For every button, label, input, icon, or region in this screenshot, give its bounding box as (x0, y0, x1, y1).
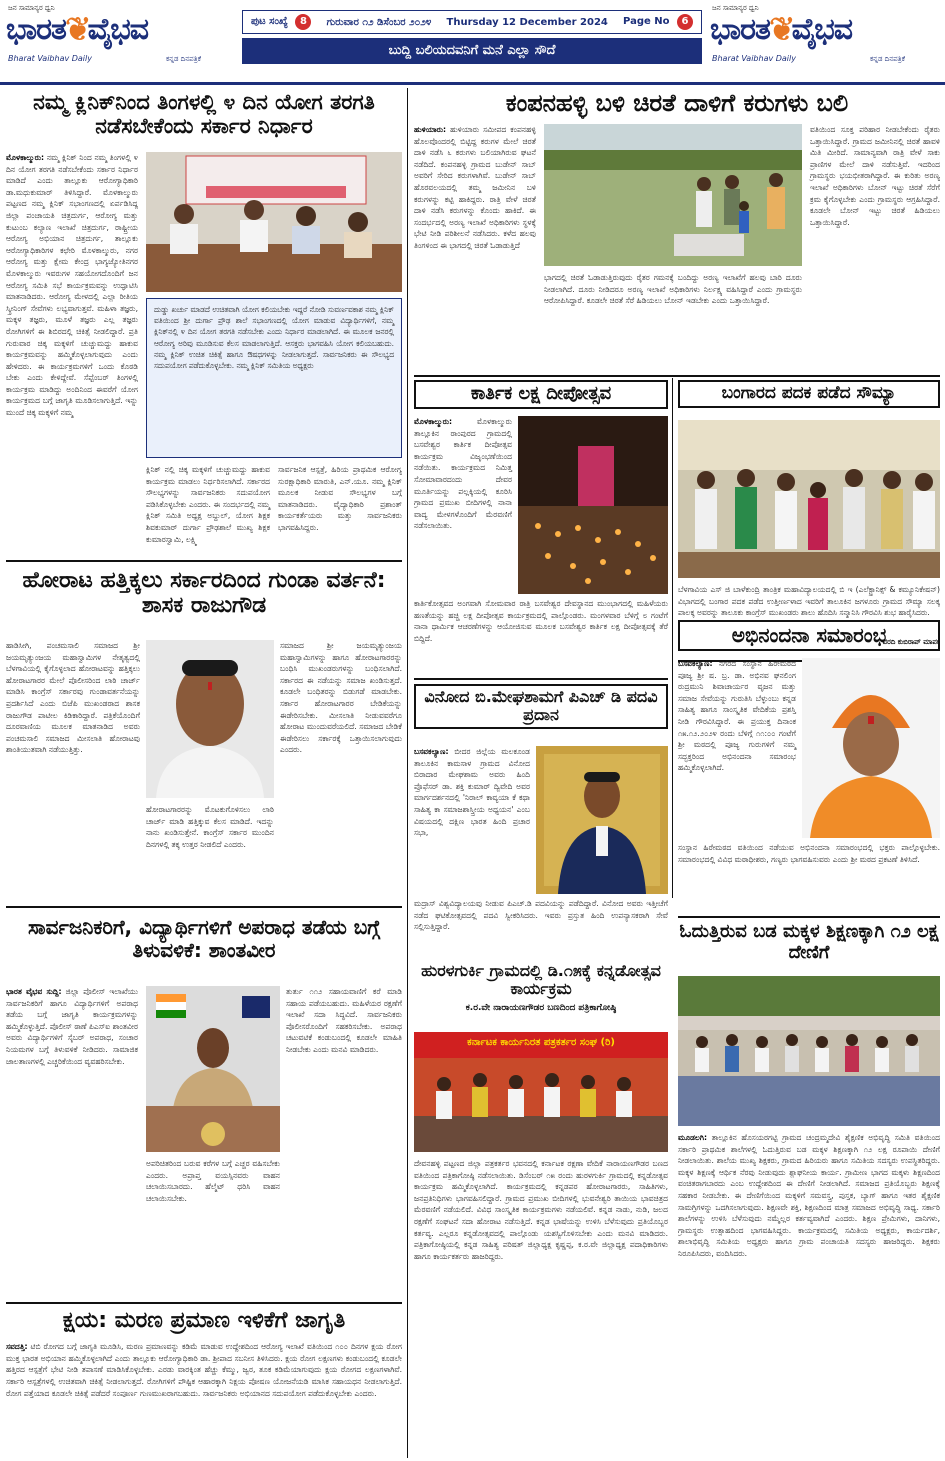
section-divider (6, 1302, 402, 1304)
banner-text: ಕರ್ನಾಟಕ ಕಾರ್ಯನಿರತ ಪತ್ರಕರ್ತರ ಸಂಘ (ರಿ) (467, 1037, 615, 1048)
article-body-col: ಮೊಳಕಾಲ್ಮುರು: ಮೊಳಕಾಲ್ಮುರು ತಾಲ್ಲೂಕಿನ ರಾಂಪುರದ ಗ್ರಾಮದಲ್ಲಿ ಬಸವೇಶ್ವರ ಕಾರ್ತಿಕ ದೀಪೋತ್ಸವ ಕಾರ್ಯಕ್ರಮ ವಿಜೃಂಭಣೆಯಿಂದ ನಡೆಯಿತು. ಕಾರ್ಯಕ್ರಮದ ನಿಮಿತ್ತ ಸೋಮಾವಾರದಂದು ದೇವರ ಮೂರ್ತಿಯನ್ನು ಪಲ್ಲಕ್ಕಿಯಲ್ಲಿ ಕೂರಿಸಿ ಗ್ರಾಮದ ಪ್ರಮುಖ ಬೀದಿಗಳಲ್ಲಿ ನಾನಾ ವಾದ್ಯ ಮೇಳಗಳೊಂದಿಗೆ ಮೆರವಣಿಗೆ ನಡೆಸಲಾಯಿತು. (414, 417, 512, 531)
article-body-col: ಹಾಡಿಸೀಗಿ, ಪಂಚಮಸಾಲಿ ಸಮಾಜದ ಶ್ರೀ ಜಯಮೃತ್ಯುಂಜಯ ಮಹಾಸ್ವಾಮಿಗಳ ನೇತೃತ್ವದಲ್ಲಿ ಬೆಳಗಾವಿಯಲ್ಲಿ ಕೈಗೊಳ್ಳಲಾದ ಹೋರಾಟವನ್ನು ಹತ್ತಿಕ್ಕಲು ಹೋರಾಟಗಾರರ ಮೇಲೆ ಪೊಲೀಸರಿಂದ ಲಾಠಿ ಚಾರ್ಜ್ ಮಾಡಿಸಿ ಕಾಂಗ್ರೆಸ್ ಸರ್ಕಾರವು ಗುಂಡಾವರ್ತನೆಯನ್ನು ಪ್ರದರ್ಶಿಸಿದೆ ಎಂದು ಬಿಜೆಪಿ ಮುಖಂಡರಾದ ಶಾಸಕ ರಾಜುಗೌಡ ಪಾಟೀಲ ಕಿಡಿಕಾರಿದ್ದಾರೆ. ಪತ್ರಿಕೆಯೊಂದಿಗೆ ದೂರವಾಣಿಯ ಮೂಲಕ ಮಾತನಾಡಿದ ಅವರು ಪಂಚಮಸಾಲಿ ಸಮಾಜದ ಮೀಸಲಾತಿ ಹೋರಾಟವು ಶಾಂತಿಯುತವಾಗಿ ನಡೆಯುತ್ತಿತ್ತು. (6, 641, 140, 755)
article-body-full: ಮೂಡಲಗಿ: ತಾಲ್ಲೂಕಿನ ಹೊಸಯರಗಟ್ಟಿ ಗ್ರಾಮದ ಚಂದ್ರಮ್ಮದೇವಿ ಶೈಕ್ಷಣಿಕ ಅಭಿವೃದ್ಧಿ ಸಮಿತಿ ವತಿಯಿಂದ ಸರ್ಕಾರಿ ಪ್ರಾಥಮಿಕ ಶಾಲೆಗಳಲ್ಲಿ ಓದುತ್ತಿರುವ ಬಡ ಮಕ್ಕಳ ಶಿಕ್ಷಣಕ್ಕಾಗಿ ೧೨ ಲಕ್ಷ ರೂಪಾಯಿ ದೇಣಿಗೆ ನೀಡಲಾಯಿತು. ಶಾಲೆಯ ಮುಖ್ಯ ಶಿಕ್ಷಕರು, ಗ್ರಾಮದ ಹಿರಿಯರು ಹಾಗೂ ಸಮಿತಿಯ ಸದಸ್ಯರು ಉಪಸ್ಥಿತರಿದ್ದರು. ಮಕ್ಕಳ ಶಿಕ್ಷಣಕ್ಕೆ ಆರ್ಥಿಕ ನೆರವು ನೀಡುವುದು ಶ್ಲಾಘನೀಯ ಕಾರ್ಯ. ಗ್ರಾಮೀಣ ಭಾಗದ ಮಕ್ಕಳು ಶಿಕ್ಷಣದಿಂದ ವಂಚಿತರಾಗಬಾರದು ಎಂಬ ಉದ್ದೇಶದಿಂದ ಈ ದೇಣಿಗೆ ನೀಡಲಾಗಿದೆ. ಸಮಾಜದ ಪ್ರತಿಯೊಬ್ಬರು ಶಿಕ್ಷಣಕ್ಕೆ ಸಹಕಾರ ನೀಡಬೇಕು. ಈ ದೇಣಿಗೆಯಿಂದ ಮಕ್ಕಳಿಗೆ ಸಮವಸ್ತ್ರ, ಪುಸ್ತಕ, ಬ್ಯಾಗ್ ಹಾಗೂ ಇತರ ಶೈಕ್ಷಣಿಕ ಸಾಮಗ್ರಿಗಳನ್ನು ಒದಗಿಸಲಾಗುವುದು. ಶಿಕ್ಷಣವೇ ಶಕ್ತಿ, ಶಿಕ್ಷಣದಿಂದ ಮಾತ್ರ ಸಮಾಜದ ಅಭಿವೃದ್ಧಿ ಸಾಧ್ಯ. ಸರ್ಕಾರಿ ಶಾಲೆಗಳನ್ನು ಉಳಿಸಿ ಬೆಳೆಸುವುದು ನಮ್ಮೆಲ್ಲರ ಕರ್ತವ್ಯವಾಗಿದೆ ಎಂದರು. ಶಿಕ್ಷಣ ಪ್ರೇಮಿಗಳು, ದಾನಿಗಳು, ಗ್ರಾಮಸ್ಥರು ಉತ್ಸಾಹದಿಂದ ಭಾಗವಹಿಸಿದ್ದರು. ಕಾರ್ಯಕ್ರಮದಲ್ಲಿ ಸಮಿತಿಯ ಅಧ್ಯಕ್ಷರು, ಕಾರ್ಯದರ್ಶಿ, ಶಾಲಾಭಿವೃದ್ಧಿ ಸಮಿತಿಯ ಅಧ್ಯಕ್ಷರು ಹಾಗೂ ಗ್ರಾಮ ಪಂಚಾಯತಿ ಸದಸ್ಯರು ಹಾಜರಿದ್ದರು. ಶಿಕ್ಷಕರು ನಿರೂಪಿಸಿದರು, ವಂದಿಸಿದರು. (678, 1133, 940, 1258)
lamps-photo (518, 416, 668, 594)
mla-portrait-photo (146, 640, 274, 798)
headline: ಕಂಪನಹಳ್ಳಿ ಬಳಿ ಚಿರತೆ ದಾಳಿಗೆ ಕರುಗಳು ಬಲಿ (505, 89, 849, 117)
section-divider (414, 678, 668, 680)
masthead (0, 0, 945, 82)
headline: ಕ್ಷಯ: ಮರಣ ಪ್ರಮಾಣ ಇಳಿಕೆಗೆ ಜಾಗೃತಿ (62, 1308, 346, 1333)
article-shantaveer[interactable] (6, 912, 402, 1302)
logo-tagline: ಜನ ಸಾಮಾನ್ಯರ ಧ್ವನಿ (712, 4, 759, 12)
article-soumya[interactable] (678, 380, 940, 654)
headline: ಓದುತ್ತಿರುವ ಬಡ ಮಕ್ಕಳ ಶಿಕ್ಷಣಕ್ಕಾಗಿ ೧೨ ಲಕ್ಷ ದೇಣಿಗೆ (679, 922, 939, 963)
bird-emblem-icon: ❦ (769, 12, 792, 47)
logo-subtitle: ಕನ್ನಡ ದಿನಪತ್ರಿಕೆ (166, 55, 202, 63)
article-leopard[interactable] (414, 88, 940, 372)
meeting-photo (146, 152, 402, 292)
press-meet-photo (414, 1032, 668, 1152)
section-divider (6, 906, 402, 908)
date-info-bar (242, 10, 702, 34)
headline: ಹುರಳಗುರ್ಕಿ ಗ್ರಾಮದಲ್ಲಿ ಡಿ.೧೫ಕ್ಕೆ ಕನ್ನಡೋತ್ಸವ ಕಾರ್ಯಕ್ರಮ (421, 962, 661, 999)
article-body-col: ಬಸವಕಲ್ಯಾಣ: ನಗರದ ಸಂಸ್ಥಾನ ಹಿರೇಮಠದ ಪೂಜ್ಯ ಶ್ರೀ ಷ. ಬ್ರ. ಡಾ. ಅಭಿನವ ಘನಲಿಂಗ ರುದ್ರಮುನಿ ಶಿವಾಚಾರ್ಯರ ವೃಜನ ಮತ್ತು ಸಮಾಜ ಸೇವೆಯನ್ನು ಗುರುತಿಸಿ ಬೆಳ್ಳುಂಬು ಕನ್ನಡ ಸಾಹಿತ್ಯ ಹಾಗೂ ಸಾಂಸ್ಕೃತಿಕ ವೇದಿಕೆಯ ಪ್ರಶಸ್ತಿ ನೀಡಿ ಗೌರವಿಸಿದ್ದಾರೆ. ಈ ಪ್ರಯುಕ್ತ ದಿನಾಂಕ ೧೫.೧೨.೨೦೨೪ ರಂದು ಬೆಳಿಗ್ಗೆ ೧೧:೦೦ ಗಂಟೆಗೆ ಶ್ರೀ ಮಠದಲ್ಲಿ ಪೂಜ್ಯ ಗುರುಗಳಿಗೆ ನಮ್ಮ ಸದ್ಭಕ್ತರಿಂದ ಅಭಿನಂದನಾ ಸಮಾರಂಭ ಹಮ್ಮಿಕೊಳ್ಳಲಾಗಿದೆ. (678, 659, 796, 773)
article-body-full: ಸವದತ್ತಿ: ಟಿಬಿ ರೋಗದ ಬಗ್ಗೆ ಜಾಗೃತಿ ಮೂಡಿಸಿ, ಮರಣ ಪ್ರಮಾಣವನ್ನು ಕಡಿಮೆ ಮಾಡುವ ಉದ್ದೇಶದಿಂದ ಆರೋಗ್ಯ ಇಲಾಖೆ ವತಿಯಿಂದ ೧೦೦ ದಿನಗಳ ಕ್ಷಯ ರೋಗ ಮುಕ್ತ ಭಾರತ ಅಭಿಯಾನ ಹಮ್ಮಿಕೊಳ್ಳಲಾಗಿದೆ ಎಂದು ತಾಲ್ಲೂಕು ಆರೋಗ್ಯಾಧಿಕಾರಿ ಡಾ. ಶ್ರೀಪಾದ ಸಬನೀಸ ತಿಳಿಸಿದರು. ಕ್ಷಯ ರೋಗ ಲಕ್ಷಣಗಳು ಕಂಡುಬಂದಲ್ಲಿ ಕೂಡಲೇ ಹತ್ತಿರದ ಆಸ್ಪತ್ರೆಗೆ ಭೇಟಿ ನೀಡಿ ತಪಾಸಣೆ ಮಾಡಿಸಿಕೊಳ್ಳಬೇಕು. ಎರಡು ವಾರಕ್ಕಿಂತ ಹೆಚ್ಚು ಕೆಮ್ಮು, ಜ್ವರ, ತೂಕ ಕಡಿಮೆಯಾಗುವುದು ಕ್ಷಯ ರೋಗದ ಲಕ್ಷಣಗಳಾಗಿವೆ. ಸರ್ಕಾರಿ ಆಸ್ಪತ್ರೆಗಳಲ್ಲಿ ಉಚಿತವಾಗಿ ಚಿಕಿತ್ಸೆ ನೀಡಲಾಗುತ್ತದೆ. ರೋಗಿಗಳಿಗೆ ಪೌಷ್ಟಿಕ ಆಹಾರಕ್ಕಾಗಿ ನಿಕ್ಷಯ ಪೋಷಣ ಯೋಜನೆಯಡಿ ಮಾಸಿಕ ಸಹಾಯಧನ ನೀಡಲಾಗುತ್ತಿದೆ. ರೋಗ ಪತ್ತೆಯಾದ ಕೂಡಲೇ ಚಿಕಿತ್ಸೆ ಪಡೆದರೆ ಸಂಪೂರ್ಣ ಗುಣಮುಖರಾಗಬಹುದು. ಸಾರ್ವಜನಿಕರು ಅಭಿಯಾನದ ಸದುಪಯೋಗ ಪಡೆದುಕೊಳ್ಳಬೇಕು ಎಂದರು. (6, 1342, 402, 1398)
article-body-col: ಸಮಾಜದ ಶ್ರೀ ಜಯಮೃತ್ಯುಂಜಯ ಮಹಾಸ್ವಾಮಿಗಳನ್ನು ಹಾಗೂ ಹೋರಾಟಗಾರರನ್ನು ಬಂಧಿಸಿ ಮುಖಂಡರುಗಳನ್ನು ಬಂಧಿಸಲಾಗಿದೆ. ಸರ್ಕಾರದ ಈ ನಡೆಯನ್ನು ಸಮಾಜ ಖಂಡಿಸುತ್ತದೆ. ಕೂಡಲೇ ಬಂಧಿತರನ್ನು ಬಿಡುಗಡೆ ಮಾಡಬೇಕು. ಸರ್ಕಾರ ಹೋರಾಟಗಾರರ ಬೇಡಿಕೆಯನ್ನು ಈಡೇರಿಸಬೇಕು. ಮೀಸಲಾತಿ ನೀಡುವವರೆಗೂ ಹೋರಾಟ ಮುಂದುವರೆಯಲಿದೆ. ಸಮಾಜದ ಬೇಡಿಕೆ ಈಡೇರಿಸಲು ಸರ್ಕಾರಕ್ಕೆ ಒತ್ತಾಯಿಸಲಾಗುವುದು ಎಂದರು. (280, 641, 402, 755)
column-divider (407, 88, 408, 1458)
article-body-col: ತುರ್ತು ೧೧೨ ಸಹಾಯವಾಣಿಗೆ ಕರೆ ಮಾಡಿ ಸಹಾಯ ಪಡೆಯಬಹುದು. ಮಹಿಳೆಯರ ರಕ್ಷಣೆಗೆ ಇಲಾಖೆ ಸದಾ ಸಿದ್ಧವಿದೆ. ಸಾರ್ವಜನಿಕರು ಪೊಲೀಸರೊಂದಿಗೆ ಸಹಕರಿಸಬೇಕು. ಅಪರಾಧ ಚಟುವಟಿಕೆ ಕಂಡುಬಂದಲ್ಲಿ ಕೂಡಲೇ ಮಾಹಿತಿ ನೀಡಬೇಕು ಎಂದು ಮನವಿ ಮಾಡಿದರು. (286, 987, 402, 1054)
article-body-full: ಸಂಸ್ಥಾನ ಹಿರೇಮಠದ ವತಿಯಿಂದ ನಡೆಯುವ ಅಭಿನಂದನಾ ಸಮಾರಂಭದಲ್ಲಿ ಭಕ್ತರು ಪಾಲ್ಗೊಳ್ಳಬೇಕು. ಸಮಾರಂಭದಲ್ಲಿ ವಿವಿಧ ಮಠಾಧೀಶರು, ಗಣ್ಯರು ಭಾಗವಹಿಸುವರು ಎಂದು ಶ್ರೀ ಮಠದ ಪ್ರಕಟಣೆ ತಿಳಿಸಿದೆ. (678, 843, 940, 864)
kannada-date: ಗುರುವಾರ ೧೨ ಡಿಸೆಂಬರ ೨೦೨೪ (326, 16, 432, 28)
field-photo (544, 124, 802, 266)
article-deepotsava[interactable] (414, 380, 668, 676)
article-body-full: ಬೆಳಗಾವಿಯ ಎಸ್ ಜಿ ಬಾಳೆಕುಂದ್ರಿ ತಾಂತ್ರಿಕ ಮಹಾವಿದ್ಯಾಲಯದಲ್ಲಿ ಬಿ ಇ (ಎಲೆಕ್ಟ್ರಾನಿಕ್ಸ್ & ಕಮ್ಯೂನಿಕೇಷನ್) ವಿಭಾಗದಲ್ಲಿ ಬಂಗಾರ ಪದಕ ಪಡೆದ ಉತ್ತೀರ್ಣಳಾದ ಇವರಿಗೆ ತಾಲೂಕಿನ ಜಗಳೂರು ಗ್ರಾಮದ ಸೌಮ್ಯಾ ಸಲಕ್ಕ ಪಾಲಕ್ಕ ಅವರನ್ನು ತಾಲೂಕು ಕಾಂಗ್ರೆಸ್ ಮುಖಂಡರು ಶಾಲು ಹೊದಿಸಿ ಸನ್ಮಾನಿಸಿ ಗೌರವಿಸಿ ಶುಭ ಹಾರೈಸಿದರು. (678, 585, 940, 618)
article-body-full: ಮದ್ರಾಸ್ ವಿಶ್ವವಿದ್ಯಾಲಯವು ನೀಡುವ ಪಿಎಚ್.ಡಿ ಪದವಿಯನ್ನು ಪಡೆದಿದ್ದಾರೆ. ವಿನೋದ ಅವರು ಇತ್ತೀಚೆಗೆ ನಡೆದ ಘಟಿಕೋತ್ಸವದಲ್ಲಿ ಪದವಿ ಸ್ವೀಕರಿಸಿದರು. ಇವರು ಪ್ರಸ್ತುತ ಹಿಂದಿ ಉಪನ್ಯಾಸಕರಾಗಿ ಸೇವೆ ಸಲ್ಲಿಸುತ್ತಿದ್ದಾರೆ. (414, 899, 668, 932)
headline: ಬಂಗಾರದ ಪದಕ ಪಡೆದ ಸೌಮ್ಯಾ (678, 380, 940, 408)
article-education[interactable] (678, 922, 940, 1456)
masthead-rule (0, 82, 945, 85)
headline: ಸಾರ್ವಜನಿಕರಿಗೆ, ವಿದ್ಯಾರ್ಥಿಗಳಿಗೆ ಅಪರಾಧ ತಡೆಯ ಬಗ್ಗೆ ತಿಳುವಳಿಕೆ: ಶಾಂತವೀರ (27, 915, 381, 962)
article-body-col: ಮೊಳಕಾಲ್ಮುರು: ನಮ್ಮ ಕ್ಲಿನಿಕ್ ನಿಂದ ನಮ್ಮ ತಿಂಗಳಲ್ಲಿ ೪ ದಿನ ಯೋಗ ತರಗತಿ ನಡೆಸಬೇಕೆಂದು ಸರ್ಕಾರ ನಿರ್ಧಾರ ಮಾಡಿದೆ ಎಂದು ತಾಲ್ಲೂಕು ಆರೋಗ್ಯಾಧಿಕಾರಿ ಡಾ.ಮಧುಕುಮಾರ್ ತಿಳಿಸಿದ್ದಾರೆ. ಮೊಳಕಾಲ್ಮುರು ಪಟ್ಟಣದ ನಮ್ಮ ಕ್ಲಿನಿಕ್ ಸಭಾಂಗಣದಲ್ಲಿ ಏರ್ಪಡಿಸಿದ್ದ ಜಿಲ್ಲಾ ಪಂಚಾಯತಿ ಚಿತ್ರದುರ್ಗ, ಆರೋಗ್ಯ ಮತ್ತು ಕುಟುಂಬ ಕಲ್ಯಾಣ ಇಲಾಖೆ ಚಿತ್ರದುರ್ಗ, ರಾಷ್ಟ್ರೀಯ ಆರೋಗ್ಯ ಅಭಿಯಾನ ಚಿತ್ರದುರ್ಗ, ತಾಲ್ಲೂಕು ಆರೋಗ್ಯಾಧಿಕಾರಿಗಳ ಕಛೇರಿ ಮೊಳಕಾಲ್ಮುರು, ನಗರ ಆರೋಗ್ಯ ಮತ್ತು ಕ್ಷೇಮ ಕೇಂದ್ರ ಭಾಗ್ಯಜ್ಯೋತಿನಗರ ಮೊಳಕಾಲ್ಮುರು ಇವರುಗಳ ಸಹಯೋಗದೊಂದಿಗೆ ಜನ ಆರೋಗ್ಯ ಸಮಿತಿ ಸಭೆ ಕಾರ್ಯಕ್ರಮವನ್ನು ಉದ್ಘಾಟಿಸಿ ಮಾತನಾಡಿದರು. ಆರೋಗ್ಯ ಮೇಳದಲ್ಲಿ ಎಲ್ಲಾ ರೀತಿಯ ಸ್ಕ್ರೀನಿಂಗ್ ಸೇವೆಗಳು ಲಭ್ಯವಾಗುತ್ತವೆ. ಮಹಿಳಾ ತಜ್ಞರು, ಮಕ್ಕಳ ತಜ್ಞರು, ಮೂಳೆ ತಜ್ಞರು ಎಲ್ಲ ತಜ್ಞರು ರೋಗಿಗಳಿಗೆ ಈ ಶಿಬಿರದಲ್ಲಿ ಚಿಕಿತ್ಸೆ ನೀಡಲಿದ್ದಾರೆ. ಪ್ರತಿ ಗುರುವಾರ ಚಿಕ್ಕ ಮಕ್ಕಳಿಗೆ ಚುಚ್ಚುಮದ್ದು ಹಾಕುವ ಕಾರ್ಯಕ್ರಮವನ್ನು ಹಮ್ಮಿಕೊಳ್ಳಲಾಗುವುದು ಎಂದು ಹೇಳಿದರು. ಈ ಕಾರ್ಯಕ್ರಮಗಳಿಗೆ ಒಂದು ಕೊಠಡಿ ಬೇಕು ಎಂದು ಕೇಳಿದ್ದೇವೆ. ಸೆಪ್ಟೆಂಬರ್ ತಿಂಗಳಲ್ಲಿ ಕಾರ್ಯಕ್ರಮ ಮಾಡಿದ್ದು ಅಂದಿನಿಂದ ಈವರೆಗೆ ಯೋಗ ಕಾರ್ಯಕ್ರಮದ ಬಗ್ಗೆ ಜಾಗೃತಿ ಮೂಡಿಸಲಾಗುತ್ತಿದೆ. ಇನ್ನು ಮುಂದೆ ಚಿಕ್ಕ ಮಕ್ಕಳಿಗೆ ನಮ್ಮ (6, 153, 138, 418)
english-date: Thursday 12 December 2024 (446, 16, 608, 28)
article-felicitation[interactable] (678, 620, 940, 912)
article-body-col: ಭಾಗದಲ್ಲಿ ಚಿರತೆ ಓಡಾಡುತ್ತಿರುವುದು ರೈತರ ಗಮನಕ್ಕೆ ಬಂದಿದ್ದು ಅರಣ್ಯ ಇಲಾಖೆಗೆ ಹಲವು ಬಾರಿ ದೂರು ನೀಡಲಾಗಿದೆ. ದೂರು ನೀಡಿದರೂ ಅರಣ್ಯ ಇಲಾಖೆ ಅಧಿಕಾರಿಗಳು ನಿರ್ಲಕ್ಷ್ಯ ವಹಿಸಿದ್ದಾರೆ ಎಂದು ಗ್ರಾಮಸ್ಥರು ಆರೋಪಿಸಿದ್ದಾರೆ. ಕೂಡಲೇ ಚಿರತೆ ಸೆರೆ ಹಿಡಿಯಲು ಬೋನ್ ಇಡಬೇಕು ಎಂದು ಒತ್ತಾಯಿಸಿದ್ದಾರೆ. (544, 273, 802, 306)
headline: ಅಭಿನಂದನಾ ಸಮಾರಂಭ (678, 620, 940, 651)
article-body-full: ದೇವನಹಳ್ಳಿ ಪಟ್ಟಣದ ಜಿಲ್ಲಾ ಪತ್ರಕರ್ತರ ಭವನದಲ್ಲಿ ಕರ್ನಾಟಕ ರಕ್ಷಣಾ ವೇದಿಕೆ ನಾರಾಯಣಗೌಡರ ಬಣದ ವತಿಯಿಂದ ಪತ್ರಿಕಾಗೋಷ್ಠಿ ನಡೆಸಲಾಯಿತು. ಡಿಸೆಂಬರ್ ೧೫ ರಂದು ಹುರಳಗುರ್ಕಿ ಗ್ರಾಮದಲ್ಲಿ ಕನ್ನಡೋತ್ಸವ ಕಾರ್ಯಕ್ರಮ ಹಮ್ಮಿಕೊಳ್ಳಲಾಗಿದೆ. ಕಾರ್ಯಕ್ರಮದಲ್ಲಿ ಕನ್ನಡಪರ ಹೋರಾಟಗಾರರು, ಸಾಹಿತಿಗಳು, ಜನಪ್ರತಿನಿಧಿಗಳು ಭಾಗವಹಿಸಲಿದ್ದಾರೆ. ಗ್ರಾಮದ ಪ್ರಮುಖ ಬೀದಿಗಳಲ್ಲಿ ಭುವನೇಶ್ವರಿ ತಾಯಿಯ ಭಾವಚಿತ್ರದ ಮೆರವಣಿಗೆ ನಡೆಯಲಿದೆ. ವಿವಿಧ ಸಾಂಸ್ಕೃತಿಕ ಕಾರ್ಯಕ್ರಮಗಳು ನಡೆಯಲಿವೆ. ಕನ್ನಡ ನಾಡು, ನುಡಿ, ಜಲದ ರಕ್ಷಣೆಗೆ ಸಂಘಟನೆ ಸದಾ ಹೋರಾಟ ನಡೆಸುತ್ತಿದೆ. ಕನ್ನಡ ಭಾಷೆಯನ್ನು ಉಳಿಸಿ ಬೆಳೆಸುವುದು ಪ್ರತಿಯೊಬ್ಬರ ಕರ್ತವ್ಯ. ಎಲ್ಲರೂ ಕನ್ನಡೋತ್ಸವದಲ್ಲಿ ಪಾಲ್ಗೊಂಡು ಯಶಸ್ವಿಗೊಳಿಸಬೇಕು ಎಂದು ಮನವಿ ಮಾಡಿದರು. ಪತ್ರಿಕಾಗೋಷ್ಠಿಯಲ್ಲಿ ಕನ್ನಡ ಸಾಹಿತ್ಯ ಪರಿಷತ್ ಜಿಲ್ಲಾಧ್ಯಕ್ಷ ಕೃಷ್ಣಪ್ಪ, ಕ.ರ.ವೇ ಜಿಲ್ಲಾಧ್ಯಕ್ಷ ಪದಾಧಿಕಾರಿಗಳು ಹಾಗೂ ಕಾರ್ಯಕರ್ತರು ಹಾಜರಿದ್ದರು. (414, 1159, 668, 1261)
byline: ಕ.ರ.ವೇ ನಾರಾಯಣಗೌಡರ ಬಣದಿಂದ ಪತ್ರಿಕಾಗೋಷ್ಠಿ (465, 1002, 617, 1013)
article-clinic[interactable] (6, 88, 402, 554)
section-divider (6, 560, 402, 562)
logo-tagline: ಜನ ಸಾಮಾನ್ಯರ ಧ್ವನಿ (8, 4, 55, 12)
byline: ವರದಿ ಕುಬಿರಾಪ್ ಮಾಪಕ (882, 638, 940, 646)
article-mla[interactable] (6, 566, 402, 898)
slogan-banner: ಬುದ್ದಿ ಬಲಿಯದವನಿಗೆ ಮನೆ ಎಲ್ಲಾ ಸೌದೆ (242, 38, 702, 64)
article-body-full: ಕಾರ್ತಿಕೋತ್ಸವದ ಅಂಗವಾಗಿ ಸೋಮವಾರ ರಾತ್ರಿ ಬಸವೇಶ್ವರ ದೇವಸ್ಥಾನದ ಮುಂಭಾಗದಲ್ಲಿ ಮಹಿಳೆಯರು ಹಣತೆಯನ್ನು ಹಚ್ಚಿ ಲಕ್ಷ ದೀಪೋತ್ಸವ ಕಾರ್ಯಕ್ರಮದಲ್ಲಿ ಪಾಲ್ಗೊಂಡರು. ಮಂಗಳವಾರ ಬೆಳಿಗ್ಗೆ ೮ ಗಂಟೆಗೆ ನಾನಾ ಧಾರ್ಮಿಕ ಆಚರಣೆಗಳನ್ನು ಆಯೋಜಿಸುವ ಮೂಲಕ ಬಸವೇಶ್ವರ ಕಾರ್ತಿಕ ಲಕ್ಷ ದೀಪೋತ್ಸವಕ್ಕೆ ತೆರೆ ಬಿದ್ದಿದೆ. (414, 599, 668, 643)
graduate-photo (536, 746, 668, 894)
article-body-col: ಹೋರಾಟಗಾರರನ್ನು ಮೊಟಕುಗೊಳಿಸಲು ಲಾಠಿ ಚಾರ್ಜ್ ಮಾಡಿ ಹತ್ತಿಕ್ಕುವ ಕೆಲಸ ಮಾಡಿದೆ. ಇದನ್ನು ನಾನು ಖಂಡಿಸುತ್ತೇನೆ. ಕಾಂಗ್ರೆಸ್ ಸರ್ಕಾರ ಮುಂದಿನ ದಿನಗಳಲ್ಲಿ ತಕ್ಕ ಉತ್ತರ ನೀಡಲಿದೆ ಎಂದರು. (146, 805, 274, 849)
logo-english-name: Bharat Vaibhav Daily (712, 54, 796, 63)
logo-english-name: Bharat Vaibhav Daily (8, 54, 92, 63)
article-body-cols: ಕ್ಲಿನಿಕ್ ನಲ್ಲಿ ಚಿಕ್ಕ ಮಕ್ಕಳಿಗೆ ಚುಚ್ಚುಮದ್ದು ಹಾಕುವ ಕಾರ್ಯಕ್ರಮ ಮಾಡಲು ನಿರ್ಧರಿಸಲಾಗಿದೆ. ಸರ್ಕಾರದ ಸೌಲಭ್ಯಗಳನ್ನು ಸಾರ್ವಜನಿಕರು ಸದುಪಯೋಗ ಪಡಿಸಿಕೊಳ್ಳಬೇಕು ಎಂದರು. ಈ ಸಂದರ್ಭದಲ್ಲಿ ನಮ್ಮ ಕ್ಲಿನಿಕ್ ಸಮಿತಿ ಅಧ್ಯಕ್ಷ ಅಬ್ದುಲ್, ಯೋಗ ಶಿಕ್ಷಕ ಶಿವಕುಮಾರ್ ದುರ್ಗಾ ಪ್ರೌಢಶಾಲೆ ಮುಖ್ಯ ಶಿಕ್ಷಕ ಕುಮಾರಸ್ವಾಮಿ, ಲಕ್ಷ್ಮಿ ಸಾರ್ವಜನಿಕ ಆಸ್ಪತ್ರೆ, ಹಿರಿಯ ಪ್ರಾಥಮಿಕ ಆರೋಗ್ಯ ಸುರಕ್ಷಾಧಿಕಾರಿ ಮಾರುತಿ, ಎನ್.ಯೂ. ನಮ್ಮ ಕ್ಲಿನಿಕ್ ಮೂಲಕ ನೀಡುವ ಸೌಲಭ್ಯಗಳ ಬಗ್ಗೆ ಮಾತನಾಡಿದರು. ವೈದ್ಯಾಧಿಕಾರಿ ಪ್ರಶಾಂತ್ ಕಾರ್ಯಕರ್ತೆಯರು ಮತ್ತು ಸಾರ್ವಜನಿಕರು ಭಾಗವಹಿಸಿದ್ದರು. (146, 465, 402, 544)
article-phd[interactable] (414, 684, 668, 956)
logo-name: ಭಾರತ❦ವೈಭವ (6, 12, 149, 47)
newspaper-logo-right[interactable] (710, 4, 938, 76)
page-count: ಪುಟ ಸಂಖ್ಯೆ 8 (251, 14, 311, 30)
swamiji-photo (802, 658, 940, 838)
section-divider (414, 375, 940, 377)
headline: ನಮ್ಮ ಕ್ಲಿನಿಕ್‌ನಿಂದ ತಿಂಗಳಲ್ಲಿ ೪ ದಿನ ಯೋಗ ತರಗತಿ ನಡೆಸಬೇಕೆಂದು ಸರ್ಕಾರ ನಿರ್ಧಾರ (33, 90, 375, 139)
police-officer-photo (146, 986, 280, 1152)
headline: ಹೋರಾಟ ಹತ್ತಿಕ್ಕಲು ಸರ್ಕಾರದಿಂದ ಗುಂಡಾ ವರ್ತನೆ: ಶಾಸಕ ರಾಜುಗೌಡ (22, 568, 386, 619)
logo-subtitle: ಕನ್ನಡ ದಿನಪತ್ರಿಕೆ (870, 55, 906, 63)
info-box: ದುಡ್ಡು ಖರ್ಚು ಮಾಡದೆ ಉಚಿತವಾಗಿ ಯೋಗ ಕಲಿಯಬೇಕು ಇದ್ದರೆ ನೋಡಿ ಸುವರ್ಣವಕಾಶ ನಮ್ಮ ಕ್ಲಿನಿಕ್ ವತಿಯಿಂದ ಶ್ರೀ ದುರ್ಗಾ ಪ್ರೌಢ ಶಾಲೆ ಸಭಾಂಗಣದಲ್ಲಿ ಯೋಗ ಮಾಡುವ ವಿದ್ಯಾರ್ಥಿಗಳಿಗೆ, ನಮ್ಮ ಕ್ಲಿನಿಕ್‌ನಲ್ಲಿ ೪ ದಿನ ಯೋಗ ತರಗತಿ ನಡೆಸಬೇಕು ಎಂದು ನಿರ್ಧಾರ ಮಾಡಲಾಗಿದೆ. ಈ ಮೂಲಕ ಜನರಲ್ಲಿ ಆರೋಗ್ಯ ಅರಿವು ಮೂಡಿಸುವ ಕೆಲಸ ಮಾಡಲಾಗುತ್ತಿದೆ. ಆಸಕ್ತರು ಭಾಗವಹಿಸಿ ಯೋಗ ಕಲಿಯಬಹುದು. ನಮ್ಮ ಕ್ಲಿನಿಕ್ ಉಚಿತ ಚಿಕಿತ್ಸೆ ಹಾಗೂ ಔಷಧಗಳನ್ನು ನೀಡಲಾಗುತ್ತದೆ. ಸಾರ್ವಜನಿಕರು ಈ ಸೌಲಭ್ಯದ ಸದುಪಯೋಗ ಪಡೆದುಕೊಳ್ಳಬೇಕು. ನಮ್ಮ ಕ್ಲಿನಿಕ್ ಸಮಿತಿಯ ಅಧ್ಯಕ್ಷರು (146, 298, 402, 458)
article-tb[interactable] (6, 1306, 402, 1458)
headline: ವಿನೋದ ಬಿ.ಮೇಘಶಾಮಗೆ ಪಿಎಚ್ ಡಿ ಪದವಿ ಪ್ರದಾನ (414, 684, 668, 729)
bird-emblem-icon: ❦ (65, 12, 88, 47)
article-body-col: ವತಿಯಿಂದ ಸೂಕ್ತ ಪರಿಹಾರ ನೀಡಬೇಕೆಂದು ರೈತರು ಒತ್ತಾಯಿಸಿದ್ದಾರೆ. ಗ್ರಾಮದ ಜಮೀನಿನಲ್ಲಿ ಚಿರತೆ ಹಾವಳಿ ಮಿತಿ ಮೀರಿದೆ. ಸಾಮಾನ್ಯವಾಗಿ ರಾತ್ರಿ ವೇಳೆ ಸಾಕು ಪ್ರಾಣಿಗಳ ಮೇಲೆ ದಾಳಿ ನಡೆಸುತ್ತಿವೆ. ಇದರಿಂದ ಗ್ರಾಮಸ್ಥರು ಭಯಭೀತರಾಗಿದ್ದಾರೆ. ಈ ಕುರಿತು ಅರಣ್ಯ ಇಲಾಖೆ ಅಧಿಕಾರಿಗಳು ಬೋನ್ ಇಟ್ಟು ಚಿರತೆ ಸೆರೆಗೆ ಕ್ರಮ ಕೈಗೊಳ್ಳಬೇಕು ಎಂದು ಗ್ರಾಮಸ್ಥರು ಆಗ್ರಹಿಸಿದ್ದಾರೆ. ಕೂಡಲೇ ಬೋನ್ ಇಟ್ಟು ಚಿರತೆ ಹಿಡಿಯಲು ಒತ್ತಾಯಿಸಿದ್ದಾರೆ. (810, 125, 940, 227)
logo-name: ಭಾರತ❦ವೈಭವ (710, 12, 853, 47)
felicitation-photo (678, 420, 940, 578)
headline: ಕಾರ್ತಿಕ ಲಕ್ಷ ದೀಪೋತ್ಸವ (414, 380, 668, 409)
section-divider (678, 916, 940, 918)
column-divider (672, 378, 673, 898)
donation-event-photo (678, 976, 940, 1126)
article-body-col: ಹುಳಿಯಾರು: ಹುಳಿಯಾರು ಸಮೀಪದ ಕಂಪನಹಳ್ಳಿ ಹೊಲವೊಂದರಲ್ಲಿ ಬಿಟ್ಟಿದ್ದ ಕರುಗಳ ಮೇಲೆ ಚಿರತೆ ದಾಳಿ ನಡೆಸಿ ೬ ಕರುಗಳು ಬಲಿಯಾಗಿರುವ ಘಟನೆ ನಡೆದಿದೆ. ಕಂಪನಹಳ್ಳಿ ಗ್ರಾಮದ ಬುಡೇನ್ ಸಾಬ್ ಅವರಿಗೆ ಸೇರಿದ ಕರುಗಳಾಗಿವೆ. ಬುಡೇನ್ ಸಾಬ್ ಹೊರವಲಯದಲ್ಲಿ ತಮ್ಮ ಜಮೀನಿನ ಬಳಿ ಕರುಗಳನ್ನು ಕಟ್ಟಿ ಹಾಕಿದ್ದರು. ರಾತ್ರಿ ವೇಳೆ ಚಿರತೆ ದಾಳಿ ನಡೆಸಿ ಕರುಗಳನ್ನು ಕೊಂದು ಹಾಕಿದೆ. ಈ ಸಂದರ್ಭದಲ್ಲಿ ಅರಣ್ಯ ಇಲಾಖೆ ಅಧಿಕಾರಿಗಳು ಸ್ಥಳಕ್ಕೆ ಭೇಟಿ ನೀಡಿ ಪರಿಶೀಲನೆ ನಡೆಸಿದರು. ಕಳೆದ ಹಲವು ತಿಂಗಳಿಂದ ಈ ಭಾಗದಲ್ಲಿ ಚಿರತೆ ಓಡಾಡುತ್ತಿದೆ (414, 125, 537, 250)
article-kannadotsava[interactable] (414, 962, 668, 1456)
article-body-col: ಅಪರಿಚಿತರಿಂದ ಬರುವ ಕರೆಗಳ ಬಗ್ಗೆ ಎಚ್ಚರ ವಹಿಸಬೇಕು ಎಂದರು. ಅಪ್ರಾಪ್ತ ವಯಸ್ಸಿನವರು ವಾಹನ ಚಲಾಯಿಸಬಾರದು. ಹೆಲ್ಮೆಟ್ ಧರಿಸಿ ವಾಹನ ಚಲಾಯಿಸಬೇಕು. (146, 1159, 280, 1203)
newspaper-logo-left[interactable] (6, 4, 234, 76)
article-body-col: ಭಾರತ ವೈಭವ ಸುದ್ದಿ: ಜಿಲ್ಲಾ ಪೊಲೀಸ್ ಇಲಾಖೆಯು ಸಾರ್ವಜನಿಕರಿಗೆ ಹಾಗೂ ವಿದ್ಯಾರ್ಥಿಗಳಿಗೆ ಅಪರಾಧ ತಡೆಯ ಬಗ್ಗೆ ಜಾಗೃತಿ ಕಾರ್ಯಕ್ರಮಗಳನ್ನು ಹಮ್ಮಿಕೊಳ್ಳುತ್ತಿದೆ. ಪೊಲೀಸ್ ಠಾಣೆ ಪಿಎಸ್ಐ ಶಾಂತವೀರ ಅವರು ವಿದ್ಯಾರ್ಥಿಗಳಿಗೆ ಸೈಬರ್ ಅಪರಾಧ, ಸಂಚಾರ ನಿಯಮಗಳ ಬಗ್ಗೆ ತಿಳುವಳಿಕೆ ನೀಡಿದರು. ಸಾಮಾಜಿಕ ಜಾಲತಾಣಗಳಲ್ಲಿ ಎಚ್ಚರಿಕೆಯಿಂದ ವ್ಯವಹರಿಸಬೇಕು. (6, 987, 138, 1066)
article-body-col: ಬಸವಕಲ್ಯಾಣ: ಬೀದರ ಜಿಲ್ಲೆಯ ಮಲಕೂಂಡ ತಾಲೂಕಿನ ಕಾಮಸಾಳ ಗ್ರಾಮದ ವಿನೋದ ಬಿರಾದಾರ ಮೇಘಶಾಮ ಅವರು ಹಿಂದಿ ಪ್ರೊಫೆಸರ್ ಡಾ. ಶಕ್ತಿ ಕುಮಾರ್ ದ್ವಿವೇದಿ ಅವರ ಮಾರ್ಗದರ್ಶನದಲ್ಲಿ 'ನಿರಾಲ್ ಕಾವ್ಯಯಾ ಕೆ ಕಥಾ ಸಾಹಿತ್ಯ ಕಾ ಸಮಾಜಶಾಸ್ತ್ರೀಯ ಅಧ್ಯಯನ' ಎಂಬ ವಿಷಯದಲ್ಲಿ ದಕ್ಷಿಣ ಭಾರತ ಹಿಂದಿ ಪ್ರಚಾರ ಸಭಾ, (414, 747, 530, 838)
page-number: Page No 6 (623, 14, 693, 30)
